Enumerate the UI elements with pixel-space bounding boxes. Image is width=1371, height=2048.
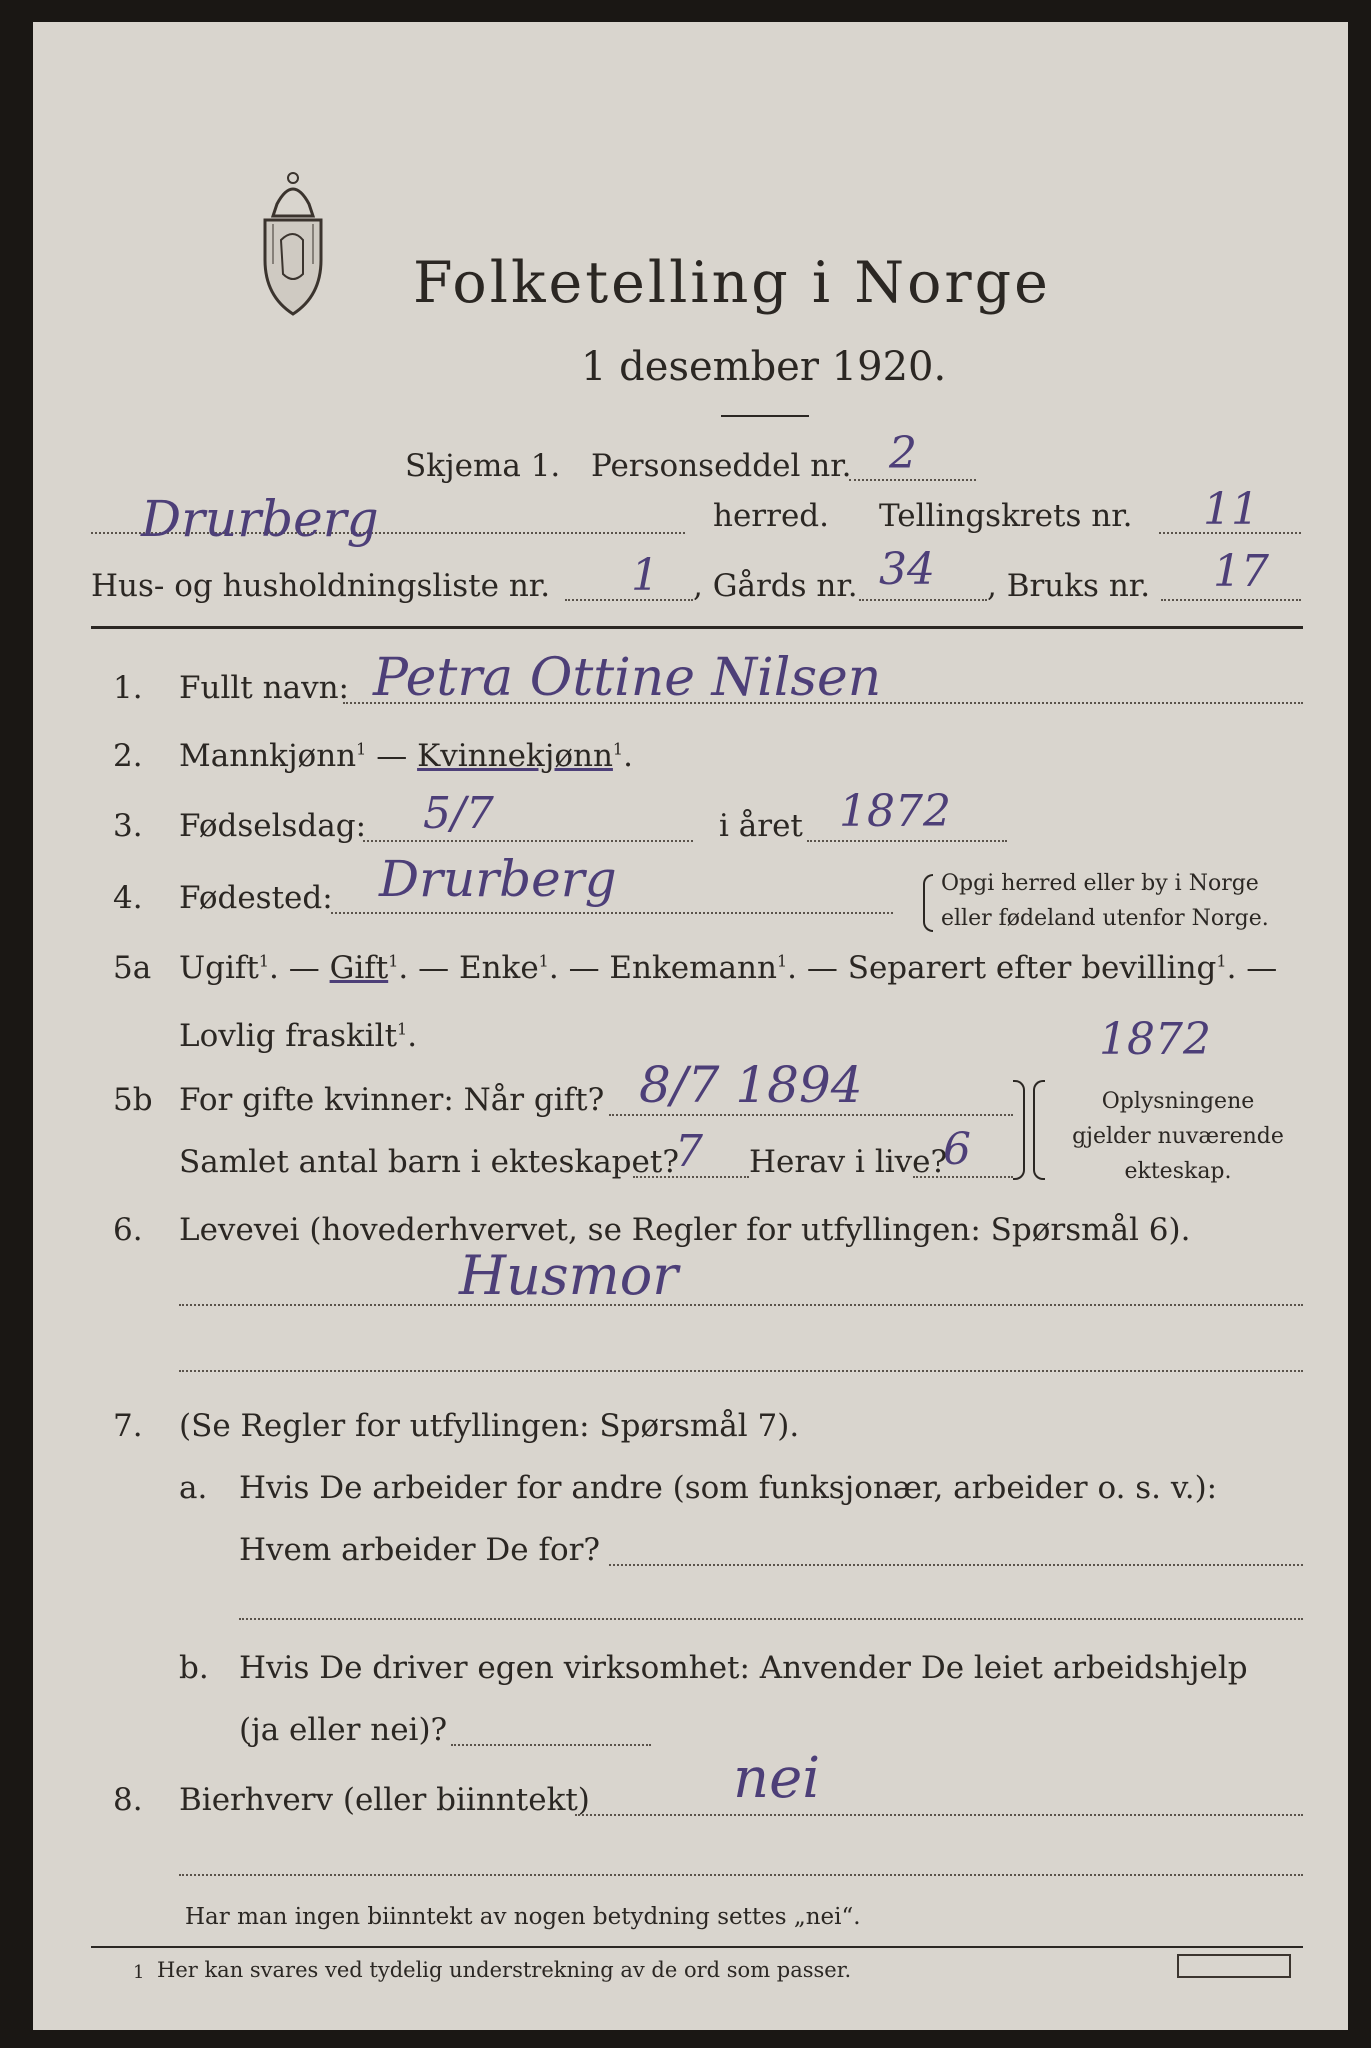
q2-female: Kvinnekjønn <box>417 738 613 774</box>
person-nr-line <box>849 479 976 481</box>
q3-label: Fødselsdag: <box>179 808 367 844</box>
q8-line-1 <box>575 1814 1303 1816</box>
footnote-text: Her kan svares ved tydelig understrekning av de ord som passer. <box>157 1958 852 1982</box>
header-divider <box>91 626 1303 629</box>
herred-value: Drurberg <box>141 490 379 548</box>
q5a-options: Ugift$^1$. — Gift$^1$. — Enke$^1$. — Enkemann$^1$. — Separert efter bevilling$^1$. — <box>179 950 1278 986</box>
household-list-value: 1 <box>631 550 659 601</box>
footer-divider <box>91 1946 1303 1948</box>
q8-value: nei <box>733 1746 821 1811</box>
q7-label: (Se Regler for utfyllingen: Spørsmål 7). <box>179 1408 800 1444</box>
krets-label: Tellingskrets nr. <box>879 498 1133 534</box>
q7a-line-1 <box>609 1564 1303 1566</box>
bruks-value: 17 <box>1213 546 1269 597</box>
printer-stamp <box>1177 1954 1291 1978</box>
q6-line-1 <box>179 1304 1303 1306</box>
person-label: Personseddel nr. <box>591 448 852 484</box>
q8-line-2 <box>179 1874 1303 1876</box>
gards-value: 34 <box>879 544 935 595</box>
q7a-question: Hvem arbeider De for? <box>239 1532 601 1568</box>
q6-number: 6. <box>113 1212 143 1248</box>
q7b-letter: b. <box>179 1650 209 1686</box>
q5b-alive-label: Herav i live? <box>749 1144 948 1180</box>
q6-label: Levevei (hovederhvervet, se Regler for utfyllingen: Spørsmål 6). <box>179 1212 1191 1248</box>
q5b-alive-value: 6 <box>943 1124 971 1175</box>
q8-number: 8. <box>113 1782 143 1818</box>
q5b-children-label: Samlet antal barn i ekteskapet? <box>179 1144 679 1180</box>
q8-label: Bierhverv (eller biinntekt) <box>179 1782 590 1818</box>
bruks-label: , Bruks nr. <box>987 568 1151 604</box>
q1-number: 1. <box>113 670 143 706</box>
q5a-fraskilt: Lovlig fraskilt$^1$. <box>179 1018 418 1054</box>
q7-number: 7. <box>113 1408 143 1444</box>
q7b-label: Hvis De driver egen virksomhet: Anvender De leiet arbeidshjelp <box>239 1650 1248 1686</box>
q4-note: Opgi herred eller by i Norge eller fødeland utenfor Norge. <box>941 871 1269 931</box>
footer-note: Har man ingen biinntekt av nogen betydning settes „nei“. <box>185 1904 861 1930</box>
q5a-number: 5a <box>113 950 152 986</box>
schema-label: Skjema 1. <box>405 448 561 484</box>
footnote-mark: 1 <box>133 1962 145 1983</box>
household-list-line <box>565 599 693 601</box>
form-title: Folketelling i Norge <box>413 250 1051 316</box>
q5b-label: For gifte kvinner: Når gift? <box>179 1082 605 1118</box>
q3-year-label: i året <box>719 808 803 844</box>
q5a-gift: Gift <box>329 950 389 986</box>
q7a-letter: a. <box>179 1470 208 1506</box>
census-form <box>33 22 1348 2030</box>
q1-label: Fullt navn: <box>179 670 349 706</box>
q4-label: Fødested: <box>179 880 333 916</box>
q4-value: Drurberg <box>379 850 617 908</box>
household-list-label: Hus- og husholdningsliste nr. <box>91 568 551 604</box>
q2-number: 2. <box>113 738 143 774</box>
q6-line-2 <box>179 1370 1303 1372</box>
gards-label: , Gårds nr. <box>693 568 858 604</box>
q3-year-line <box>807 840 1007 842</box>
q5b-alive-line <box>913 1176 1013 1178</box>
q3-number: 3. <box>113 808 143 844</box>
herred-label: herred. <box>713 498 829 534</box>
q7b-question: (ja eller nei)? <box>239 1712 448 1748</box>
q5b-number: 5b <box>113 1082 153 1118</box>
q5b-value: 8/7 1894 <box>639 1056 863 1114</box>
q7b-line <box>451 1744 651 1746</box>
q4-number: 4. <box>113 880 143 916</box>
q5b-line <box>609 1114 1013 1116</box>
q5b-note-brace-left <box>1013 1080 1025 1180</box>
gards-line <box>859 599 987 601</box>
q5b-children-value: 7 <box>675 1126 703 1177</box>
q3-line <box>363 840 693 842</box>
person-nr-value: 2 <box>889 428 917 479</box>
q2-options: Mannkjønn$^1$ — Kvinnekjønn$^1$. <box>179 738 633 774</box>
q7a-label: Hvis De arbeider for andre (som funksjonær, arbeider o. s. v.): <box>239 1470 1218 1506</box>
census-date: 1 desember 1920. <box>581 344 947 390</box>
q4-line <box>331 912 893 914</box>
q5b-note: Oplysningene gjelder nuværende ekteskap. <box>1072 1089 1284 1184</box>
bruks-line <box>1161 599 1301 601</box>
q1-value: Petra Ottine Nilsen <box>373 648 882 708</box>
q5b-extra-year: 1872 <box>1099 1014 1211 1065</box>
krets-value: 11 <box>1203 484 1259 535</box>
q7a-line-2 <box>239 1618 1303 1620</box>
q2-male: Mannkjønn <box>179 738 357 774</box>
q3-value: 5/7 <box>423 788 494 839</box>
title-divider <box>721 415 809 417</box>
q6-value: Husmor <box>459 1244 679 1307</box>
q3-year-value: 1872 <box>839 786 951 837</box>
q4-note-brace <box>923 874 933 932</box>
coat-of-arms-icon <box>247 164 339 316</box>
